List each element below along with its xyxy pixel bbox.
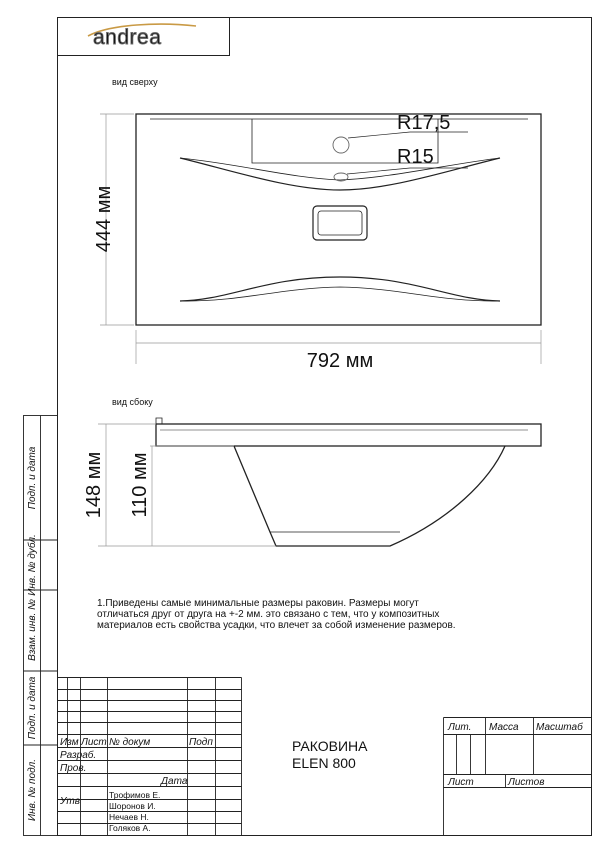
margin-vzam-inv: Взам. инв. №	[27, 599, 38, 661]
top-view-label: вид сверху	[112, 77, 158, 87]
drawing-model: ELEN 800	[292, 755, 356, 771]
tb-prov: Пров.	[60, 763, 87, 774]
basin-outline-top	[136, 114, 541, 325]
bowl-profile	[234, 446, 505, 546]
tb-name: Трофимов Е.	[109, 790, 161, 800]
radius-small-label: R15	[397, 146, 434, 168]
width-label: 792 мм	[306, 350, 374, 372]
margin-podp-date-bottom: Подп. и дата	[27, 676, 38, 740]
logo-wordmark: andrea	[93, 26, 162, 49]
tb-list-label: Лист	[448, 777, 474, 788]
sheet-frame	[58, 18, 592, 836]
note	[97, 598, 456, 631]
note-line-2: отличаться друг от друга на +-2 мм. это связано с тем, что у композитных	[97, 609, 440, 620]
tb-name: Шоронов И.	[109, 801, 156, 811]
logo	[58, 18, 230, 56]
tb-list: Лист	[81, 737, 107, 748]
tb-n-dokum: № докум	[109, 737, 151, 748]
tap-hole	[333, 137, 349, 153]
tb-name: Нечаев Н.	[109, 812, 149, 822]
tb-utv: Утв	[60, 796, 80, 807]
tb-podp: Подп	[189, 737, 213, 748]
margin-inv-podl: Инв. № подл.	[27, 758, 38, 822]
bowl-back-rim-inner	[180, 158, 500, 180]
top-view-drawing	[136, 114, 541, 325]
tb-razrab: Разраб.	[60, 750, 97, 761]
basin-slab-side	[156, 424, 541, 446]
side-view-drawing	[98, 418, 541, 546]
note-line-1: 1.Приведены самые минимальные размеры раковин. Размеры могут	[97, 598, 419, 609]
tb-listov: Листов	[508, 777, 545, 788]
margin-podp-date-top: Подп. и дата	[27, 446, 38, 510]
tb-izm: Изм	[60, 737, 79, 748]
depth-label: 444 мм	[93, 185, 115, 253]
bowl-height-label: 110 мм	[129, 452, 151, 518]
depth-dimension	[93, 114, 134, 325]
drawing-title: РАКОВИНА	[292, 738, 368, 754]
tb-massa: Масса	[489, 722, 519, 733]
tb-masshtab: Масштаб	[536, 722, 583, 733]
tb-name: Голяков А.	[109, 823, 151, 833]
drain-inner	[318, 211, 362, 235]
total-height-label: 148 мм	[83, 451, 105, 519]
tb-data: Дата	[161, 776, 188, 787]
radius-large-label: R17,5	[397, 112, 451, 134]
margin-inv-dubl: Инв. № дубл.	[27, 534, 38, 596]
tb-lit: Лит.	[448, 722, 472, 733]
bowl-front-rim	[180, 277, 500, 301]
note-line-3: материалов есть свойства усадки, что влечет за собой изменение размеров.	[97, 620, 456, 631]
side-view-label: вид сбоку	[112, 397, 153, 407]
width-dimension	[136, 330, 541, 372]
